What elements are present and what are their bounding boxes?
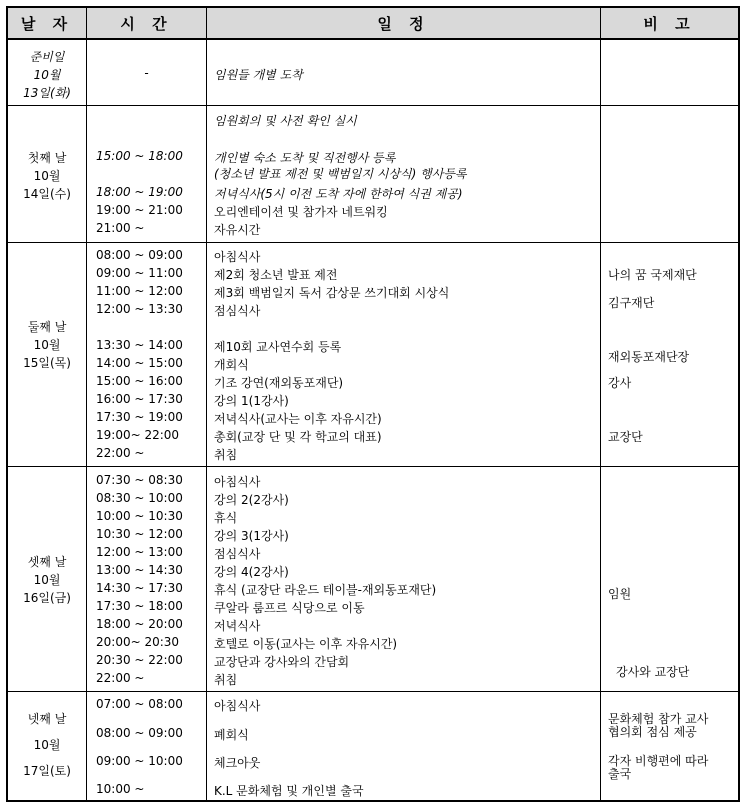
schedule-item: 임원회의 및 사전 확인 실시 (214, 114, 357, 128)
date-line: 13일(화) (23, 86, 71, 100)
schedule-item: 강의 4(2강사) (214, 565, 289, 579)
time-text: 11:00 ~ 12:00 (96, 284, 183, 298)
schedule-item: 제3회 백범일지 독서 감상문 쓰기대회 시상식 (214, 286, 450, 300)
header-date: 날 자 (8, 8, 86, 40)
schedule-item: 제2회 청소년 발표 제전 (214, 268, 338, 282)
date-cell (8, 149, 86, 203)
date-cell (8, 553, 86, 607)
time-text: 17:30 ~ 19:00 (96, 410, 183, 424)
schedule-item: 아침식사 (214, 475, 261, 489)
row-divider (8, 242, 738, 243)
time-text: 14:00 ~ 15:00 (96, 356, 183, 370)
schedule-item: 자유시간 (214, 223, 261, 237)
time-text: 19:00 ~ 21:00 (96, 203, 183, 217)
date-line: 10월 (33, 573, 61, 587)
schedule-item: 오리엔테이션 및 참가자 네트워킹 (214, 205, 388, 219)
time-text: 14:30 ~ 17:30 (96, 581, 183, 595)
schedule-item: 휴식 (교장단 라운드 테이블-재외동포재단) (214, 583, 437, 597)
schedule-item: 체크아웃 (214, 756, 261, 770)
header-schedule: 일 정 (207, 8, 600, 40)
time-text: 20:30 ~ 22:00 (96, 653, 183, 667)
schedule-item: 호텔로 이동(교사는 이후 자유시간) (214, 637, 398, 651)
note-text: 문화체험 참가 교사 (608, 712, 709, 726)
schedule-item: 제10회 교사연수회 등록 (214, 340, 342, 354)
note-text: 출국 (608, 767, 632, 781)
date-line: 10월 (33, 169, 61, 183)
schedule-item: 교장단과 강사와의 간담회 (214, 655, 350, 669)
note-text: 강사와 교장단 (616, 665, 690, 679)
row-divider (8, 466, 738, 467)
schedule-item: 저녁식사(교사는 이후 자유시간) (214, 412, 382, 426)
date-cell (8, 48, 86, 102)
time-text: 13:00 ~ 14:30 (96, 563, 183, 577)
schedule-item: 개회식 (214, 358, 249, 372)
date-line: 17일(토) (23, 764, 71, 778)
time-text: 22:00 ~ (96, 671, 145, 685)
time-text: 18:00 ~ 20:00 (96, 617, 183, 631)
schedule-item: 저녁식사(5시 이전 도착 자에 한하여 식권 제공) (214, 187, 463, 201)
schedule-item: K.L 문화체험 및 개인별 출국 (214, 784, 364, 798)
date-line: 10월 (33, 68, 61, 82)
time-text: 15:00 ~ 18:00 (96, 149, 183, 163)
schedule-item: 임원들 개별 도착 (214, 68, 303, 82)
date-line: 10월 (33, 738, 61, 752)
time-text: 21:00 ~ (96, 221, 145, 235)
schedule-item: 저녁식사 (214, 619, 261, 633)
date-line: 15일(목) (23, 356, 71, 370)
time-text: 16:00 ~ 17:30 (96, 392, 183, 406)
time-text: 19:00~ 22:00 (96, 428, 180, 442)
date-line: 10월 (33, 338, 61, 352)
column-divider (206, 8, 207, 800)
schedule-item: 휴식 (214, 511, 238, 525)
note-text: 임원 (608, 587, 632, 601)
note-text: 교장단 (608, 430, 643, 444)
time-text: 12:00 ~ 13:30 (96, 302, 183, 316)
header-time: 시 간 (87, 8, 206, 40)
note-text: 재외동포재단장 (608, 350, 690, 364)
schedule-item: 폐회식 (214, 728, 249, 742)
time-text: 17:30 ~ 18:00 (96, 599, 183, 613)
date-cell (8, 318, 86, 372)
schedule-item: 취침 (214, 448, 238, 462)
column-divider (86, 8, 87, 800)
note-text: 김구재단 (608, 296, 655, 310)
time-text: 22:00 ~ (96, 446, 145, 460)
time-text: 08:00 ~ 09:00 (96, 726, 183, 740)
time-text: 10:00 ~ 10:30 (96, 509, 183, 523)
schedule-item: 강의 2(2강사) (214, 493, 289, 507)
time-text: 09:00 ~ 11:00 (96, 266, 183, 280)
time-text: 08:30 ~ 10:00 (96, 491, 183, 505)
note-text: 강사 (608, 376, 632, 390)
note-text: 나의 꿈 국제재단 (608, 268, 697, 282)
time-text: 07:30 ~ 08:30 (96, 473, 183, 487)
time-text: 13:30 ~ 14:00 (96, 338, 183, 352)
time-text: 07:00 ~ 08:00 (96, 697, 183, 711)
row-divider (8, 691, 738, 692)
schedule-item: (청소년 발표 제전 및 백범일지 시상식) 행사등록 (214, 167, 467, 181)
time-text: 10:00 ~ (96, 782, 145, 796)
time-text: 15:00 ~ 16:00 (96, 374, 183, 388)
schedule-item: 총회(교장 단 및 각 학교의 대표) (214, 430, 382, 444)
date-line: 16일(금) (23, 591, 71, 605)
schedule-item: 취침 (214, 673, 238, 687)
time-text: 09:00 ~ 10:00 (96, 754, 183, 768)
time-text: 20:00~ 20:30 (96, 635, 180, 649)
date-line: 셋째 날 (27, 555, 67, 569)
column-divider (600, 8, 601, 800)
schedule-item: 강의 1(1강사) (214, 394, 289, 408)
time-text: 08:00 ~ 09:00 (96, 248, 183, 262)
schedule-item: 강의 3(1강사) (214, 529, 289, 543)
schedule-item: 쿠알라 룸프르 식당으로 이동 (214, 601, 365, 615)
note-text: 각자 비행편에 따라 (608, 754, 709, 768)
date-line: 둘째 날 (27, 320, 67, 334)
schedule-item: 점심식사 (214, 304, 261, 318)
time-text: 18:00 ~ 19:00 (96, 185, 183, 199)
date-line: 14일(수) (23, 187, 71, 201)
time-text: 12:00 ~ 13:00 (96, 545, 183, 559)
header-note: 비 고 (601, 8, 738, 40)
date-line: 넷째 날 (27, 712, 67, 726)
schedule-item: 아침식사 (214, 250, 261, 264)
schedule-item: 개인별 숙소 도착 및 직전행사 등록 (214, 151, 396, 165)
schedule-item: 아침식사 (214, 699, 261, 713)
time-text: 10:30 ~ 12:00 (96, 527, 183, 541)
row-divider (8, 105, 738, 106)
schedule-item: 기조 강연(재외동포재단) (214, 376, 344, 390)
note-text: 협의회 점심 제공 (608, 725, 697, 739)
time-text: - (144, 66, 149, 80)
schedule-table (6, 6, 740, 802)
date-line: 첫째 날 (27, 151, 67, 165)
date-cell (8, 706, 86, 784)
schedule-item: 점심식사 (214, 547, 261, 561)
date-line: 준비일 (29, 50, 65, 64)
